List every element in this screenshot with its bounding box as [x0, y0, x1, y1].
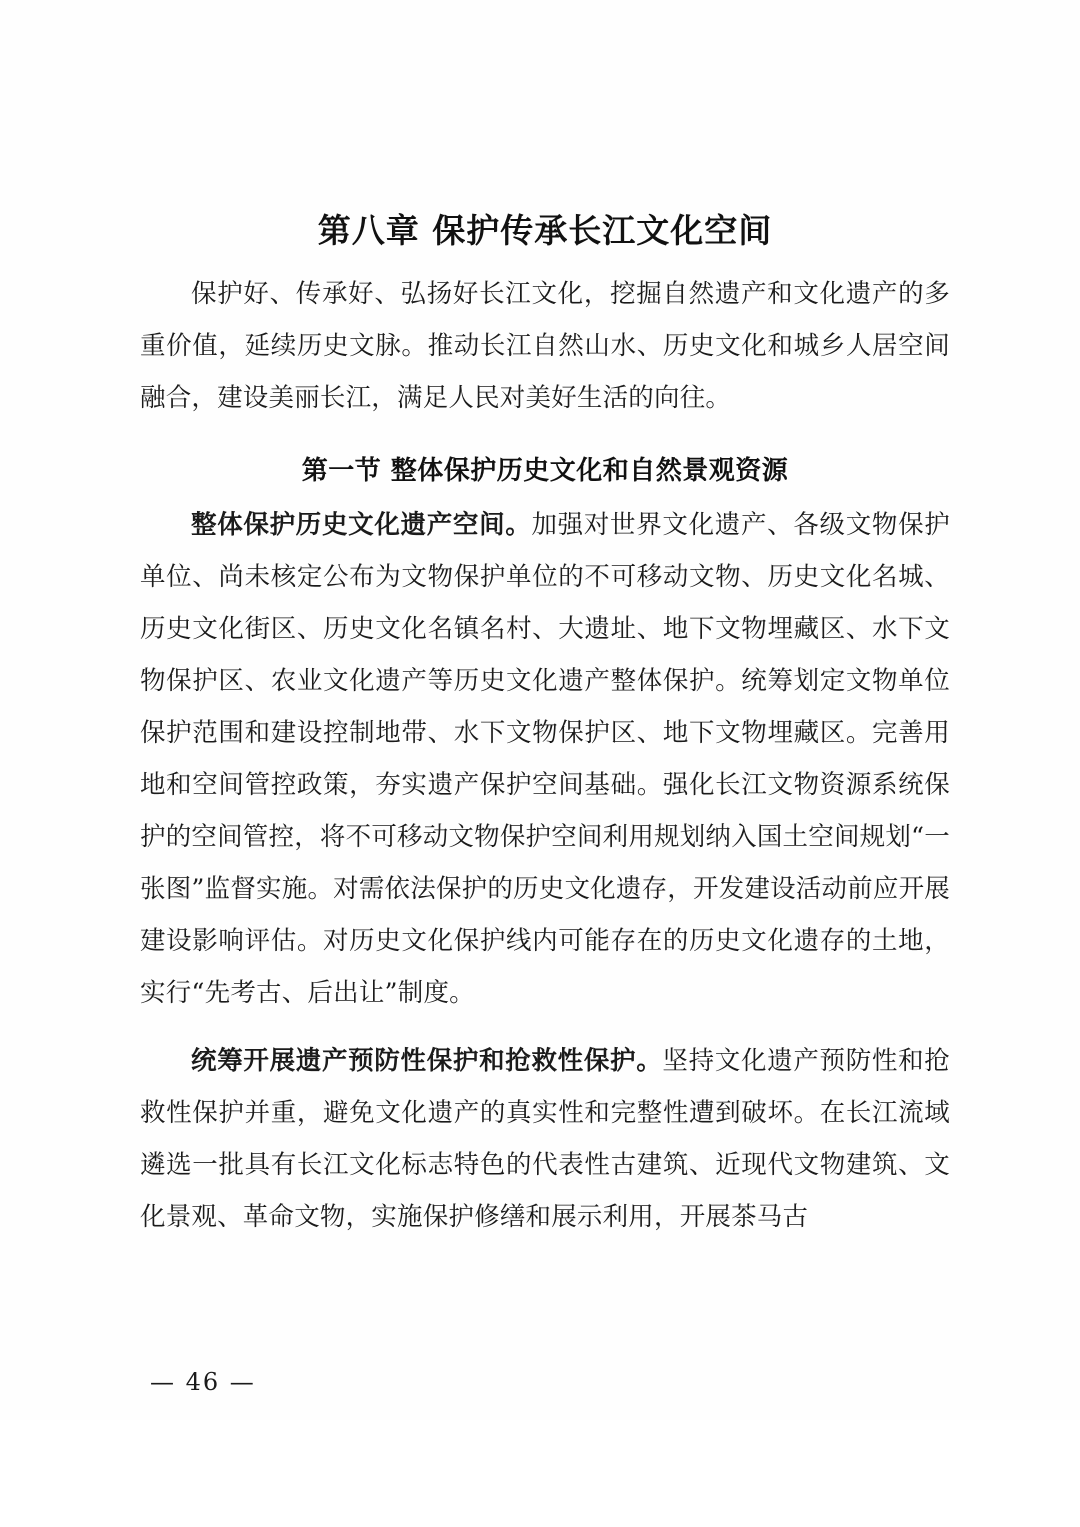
paragraph-intro: [140, 252, 950, 424]
page-bottom-margin: [0, 1420, 1080, 1527]
paragraph-lead: 统筹开展遗产预防性保护和抢救性保护。: [191, 1046, 663, 1076]
section-title: 第一节 整体保护历史文化和自然景观资源: [301, 456, 789, 486]
chapter-title: 第八章 保护传承长江文化空间: [317, 211, 773, 250]
paragraph-heritage-space: [140, 489, 950, 1019]
paragraph-preventive-protection: [140, 1019, 950, 1243]
paragraph-text: 坚持文化遗产预防性和抢救性保护并重，避免文化遗产的真实性和完整性遭到破坏。在长江流域遴选一批具有长江文化标志特色的代表性古建筑、近现代文物建筑、文化景观、革命文物，实施保护修缮和展示利用，开展茶马古: [140, 1046, 950, 1232]
paragraph-text: 加强对世界文化遗产、各级文物保护单位、尚未核定公布为文物保护单位的不可移动文物、历史文化名城、历史文化街区、历史文化名镇名村、大遗址、地下文物埋藏区、水下文物保护区、农业文化遗产等历史文化遗产整体保护。统筹划定文物单位保护范围和建设控制地带、水下文物保护区、地下文物埋藏区。完善用地和空间管控政策，夯实遗产保护空间基础。强化长江文物资源系统保护的空间管控，将不可移动文物保护空间利用规划纳入国土空间规划“一张图”监督实施。对需依法保护的历史文化遗存，开发建设活动前应开展建设影响评估。对历史文化保护线内可能存在的历史文化遗存的土地，实行“先考古、后出让”制度。: [140, 510, 951, 1008]
paragraph-text: 保护好、传承好、弘扬好长江文化，挖掘自然遗产和文化遗产的多重价值，延续历史文脉。推动长江自然山水、历史文化和城乡人居空间融合，建设美丽长江，满足人民对美好生活的向往。: [140, 279, 950, 413]
page-content: [140, 0, 950, 1243]
page-number: — 46 —: [150, 1368, 256, 1396]
paragraph-lead: 整体保护历史文化遗产空间。: [191, 510, 532, 540]
page-footer: [0, 1368, 1080, 1396]
